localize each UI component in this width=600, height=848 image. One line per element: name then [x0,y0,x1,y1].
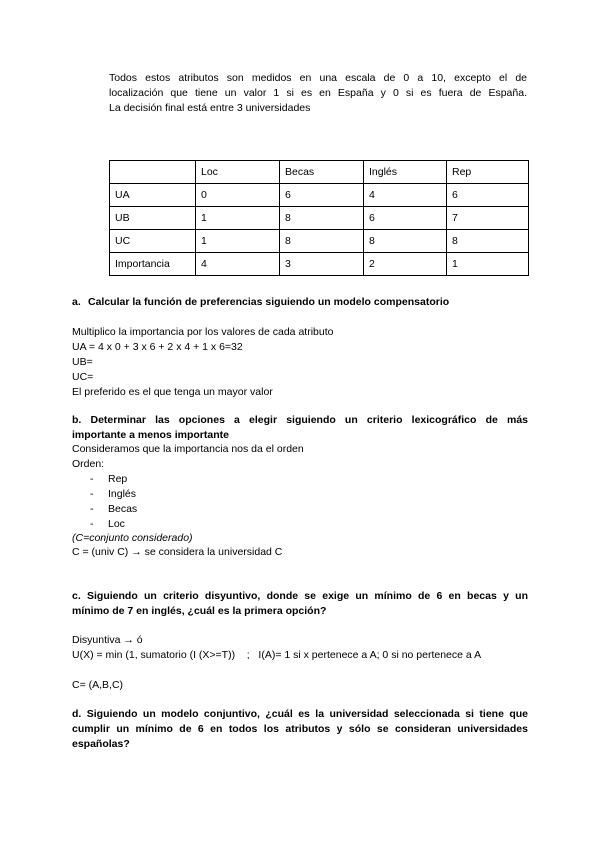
section-b-order-label: Orden: [72,458,105,470]
section-a-line: UA = 4 x 0 + 3 x 6 + 2 x 4 + 1 x 6=32 [72,341,243,353]
intro-line-3: La decisión final está entre 3 universidades [109,102,311,114]
table-header-cell: Becas [280,161,364,184]
section-a-title-text: Calcular la función de preferencias siguiendo un modelo compensatorio [88,296,450,308]
section-b-line: Consideramos que la importancia nos da el orden [72,443,304,455]
table-cell: 1 [196,230,280,253]
list-item [90,487,136,502]
intro-line-1: Todos estos atributos son medidos en una escala de 0 a 10, excepto el de [109,72,527,84]
section-a-line: UC= [72,371,94,383]
intro-paragraph [109,71,527,116]
table-header-cell [110,161,196,184]
table-cell: UC [110,230,196,253]
section-b-title-line-1: b. Determinar las opciones a elegir siguiendo un criterio lexicográfico de más [72,414,528,426]
table-cell: 7 [447,207,529,230]
table-cell: 2 [364,253,447,276]
section-d-title-line-1: d. Siguiendo un modelo conjuntivo, ¿cuál es la universidad seleccionada si tiene que [72,708,528,720]
table-header-cell: Rep [447,161,529,184]
section-d-title-line-2: cumplir un mínimo de 6 en todos los atributos y sólo se consideran universidades [72,723,528,735]
table-cell: 8 [280,207,364,230]
list-item [90,472,127,487]
section-a-line: El preferido es el que tenga un mayor valor [72,386,273,398]
list-item [90,502,137,517]
list-bullet: - [90,488,94,500]
table-cell: UA [110,184,196,207]
list-item-text: Becas [108,503,138,515]
list-bullet: - [90,518,94,530]
section-d-title-line-3: españolas? [72,738,130,750]
section-b-note: (C=conjunto considerado) [72,532,193,544]
table-cell: 4 [364,184,447,207]
table-cell: 1 [447,253,529,276]
table-cell: 4 [196,253,280,276]
table-row [110,253,529,276]
table-cell: 8 [364,230,447,253]
section-b-result: C = (univ C) → se considera la universidad C [72,546,283,558]
section-c-line: U(X) = min (1, sumatorio (I (X>=T)) ; I(A)= 1 si x pertenece a A; 0 si no pertenece a A [72,649,482,661]
table-row [110,184,529,207]
section-c-line: C= (A,B,C) [72,679,124,691]
section-c-line: Disyuntiva → ó [72,634,143,646]
list-item-text: Inglés [108,488,137,500]
intro-line-2: localización que tiene un valor 1 si es en España y 0 si es fuera de España. [109,87,527,99]
table-cell: 0 [196,184,280,207]
table-cell: UB [110,207,196,230]
table-header-cell: Inglés [364,161,447,184]
table-cell: 6 [280,184,364,207]
section-b-title-line-2: importante a menos importante [72,429,229,441]
table-row [110,230,529,253]
attributes-table [109,160,529,276]
section-a-title [72,295,528,310]
section-c-title-line-1: c. Siguiendo un criterio disyuntivo, donde se exige un mínimo de 6 en becas y un [72,590,528,602]
table-header-cell: Loc [196,161,280,184]
list-bullet: - [90,473,94,485]
section-a-marker: a. [72,296,81,308]
table-cell: 8 [447,230,529,253]
list-item-text: Rep [108,473,128,485]
list-item-text: Loc [108,518,125,530]
table-cell: 8 [280,230,364,253]
table-header-row [110,161,529,184]
table-cell: 6 [447,184,529,207]
table-row [110,207,529,230]
section-c-title-line-2: mínimo de 7 en inglés, ¿cuál es la primera opción? [72,605,327,617]
table-cell: 1 [196,207,280,230]
section-a-line: Multiplico la importancia por los valores de cada atributo [72,326,334,338]
list-item [90,517,125,532]
table-cell: 6 [364,207,447,230]
section-a-line: UB= [72,356,93,368]
table-cell: Importancia [110,253,196,276]
list-bullet: - [90,503,94,515]
table-cell: 3 [280,253,364,276]
